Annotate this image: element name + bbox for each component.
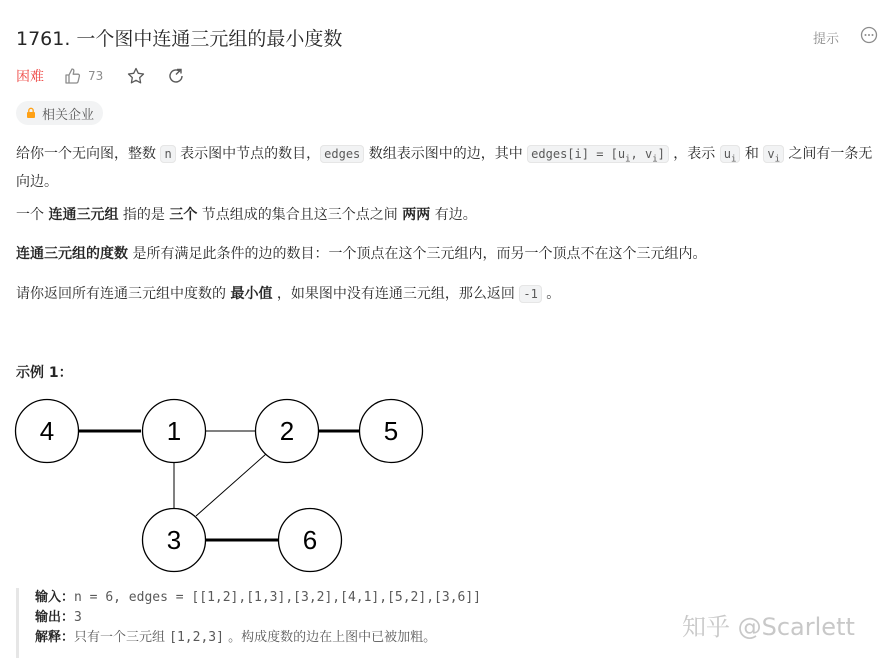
code-part: u [723, 147, 731, 161]
example-title: 示例 1： [16, 365, 73, 381]
text: ，表示 [668, 146, 720, 162]
svg-text:1: 1 [166, 416, 182, 446]
node-3 [143, 509, 206, 572]
svg-text:4: 4 [39, 416, 55, 446]
share-icon[interactable] [167, 67, 185, 85]
output-value: 3 [74, 610, 82, 625]
example-input-line [35, 588, 595, 608]
text: 有边。 [430, 207, 477, 223]
output-label: 输出： [35, 610, 75, 625]
text: 只有一个三元组 [74, 630, 170, 645]
code-part: ] [657, 147, 665, 161]
inline-code [527, 145, 669, 163]
example-io-block [16, 588, 595, 658]
text: 是所有满足此条件的边的数目：一个顶点在这个三元组内，而另一个顶点不在这个三元组内。 [128, 246, 707, 262]
inline-code [763, 145, 784, 163]
svg-text:5: 5 [383, 416, 399, 446]
text: 一个 [16, 207, 49, 223]
star-icon[interactable] [127, 67, 145, 85]
subscript: i [625, 154, 631, 165]
explain-label: 解释： [35, 630, 75, 645]
difficulty-label: 困难 [16, 69, 44, 85]
more-options-icon[interactable] [860, 26, 878, 44]
code-part: edges[i] = [u [531, 147, 626, 161]
text: 节点组成的集合且这三个点之间 [197, 207, 403, 223]
node-2 [256, 400, 319, 463]
subscript: i [731, 154, 737, 165]
code-part: , v [630, 147, 653, 161]
example-explain-line [35, 628, 595, 648]
svg-text:6: 6 [302, 525, 318, 555]
like-count: 73 [88, 69, 104, 83]
problem-meta [16, 66, 185, 86]
inline-code [720, 145, 741, 163]
text: 和 [740, 146, 764, 162]
thumbs-up-icon[interactable] [64, 67, 82, 85]
inline-code: -1 [519, 285, 541, 303]
edge-3-2 [196, 454, 266, 516]
code-part: v [767, 147, 775, 161]
description-paragraph-2 [16, 204, 882, 227]
description-paragraph-3 [16, 243, 882, 266]
example-output-line [35, 608, 595, 628]
text: 指的是 [118, 207, 170, 223]
bold-text: 最小值 [230, 286, 273, 302]
bold-text: 连通三元组的度数 [16, 246, 128, 262]
node-1 [143, 400, 206, 463]
subscript: i [774, 154, 780, 165]
input-value: n = 6, edges = [[1,2],[1,3],[3,2],[4,1],[5,2],[3,6]] [74, 590, 482, 605]
lock-icon [25, 107, 37, 119]
description-paragraph-4 [16, 283, 882, 306]
node-4 [16, 400, 79, 463]
text: 。 [541, 286, 561, 302]
inline-code: edges [320, 145, 364, 163]
node-5 [360, 400, 423, 463]
svg-text:3: 3 [166, 525, 182, 555]
bold-text: 三个 [169, 207, 198, 223]
svg-text:2: 2 [279, 416, 295, 446]
example-graph [0, 388, 440, 584]
tag-label: 相关企业 [42, 107, 95, 123]
text: ，如果图中没有连通三元组，那么返回 [272, 286, 520, 302]
description-paragraph-1 [16, 143, 882, 194]
input-label: 输入： [35, 590, 75, 605]
text: 表示图中节点的数目， [175, 146, 321, 162]
text: 数组表示图中的边，其中 [364, 146, 528, 162]
inline-code: n [160, 145, 175, 163]
related-companies-tag[interactable] [16, 101, 103, 125]
bold-text: 连通三元组 [48, 207, 119, 223]
watermark: 知乎 @Scarlett [682, 613, 855, 641]
text: 。构成度数的边在上图中已被加粗。 [223, 630, 437, 645]
subscript: i [652, 154, 658, 165]
hint-button[interactable]: 提示 [813, 32, 840, 47]
problem-title: 1761. 一个图中连通三元组的最小度数 [16, 28, 343, 50]
node-6 [279, 509, 342, 572]
bold-text: 两两 [402, 207, 431, 223]
text: 之间有一条无向边。 [16, 146, 873, 191]
text: 请你返回所有连通三元组中度数的 [16, 286, 231, 302]
explain-code: [1,2,3] [169, 630, 224, 645]
text: 给你一个无向图，整数 [16, 146, 161, 162]
